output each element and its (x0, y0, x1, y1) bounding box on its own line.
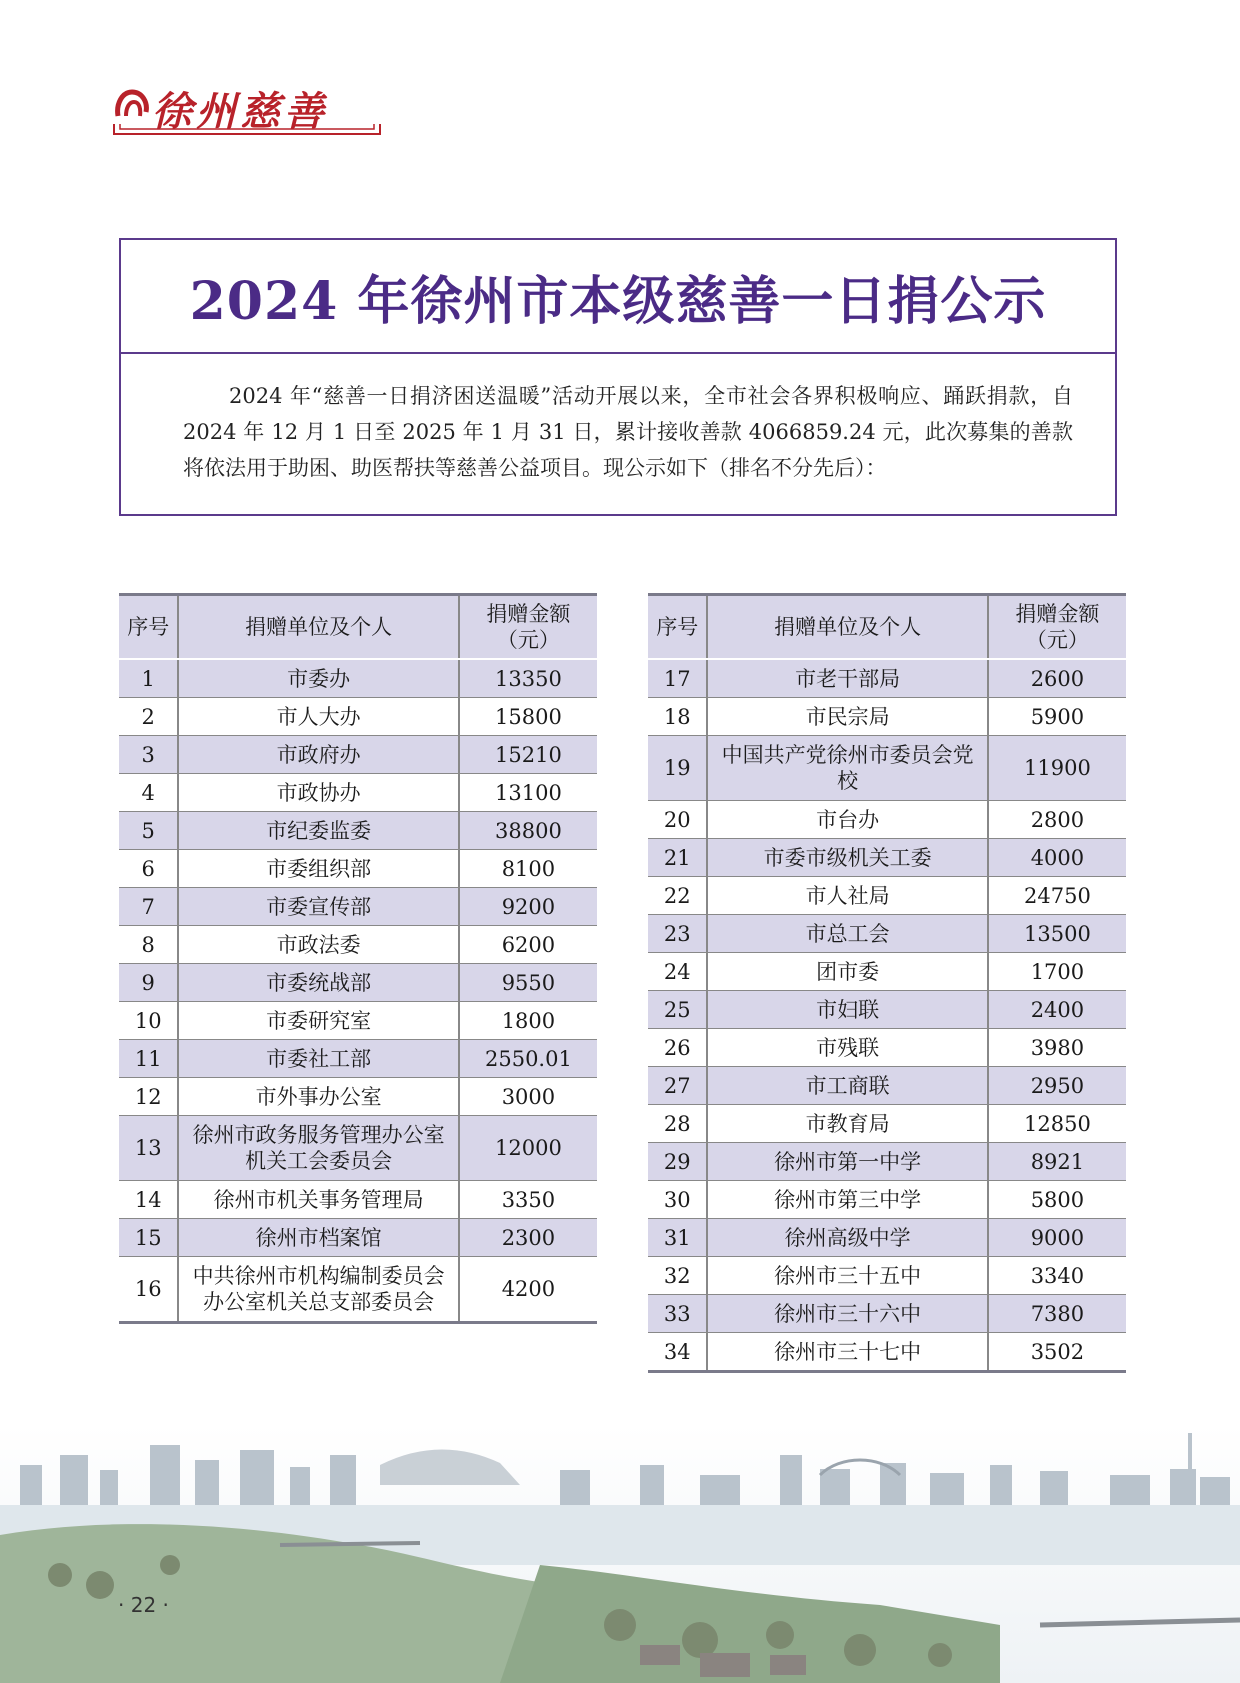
donation-amount: 9550 (459, 964, 597, 1002)
table-row (648, 659, 1126, 698)
donor-name: 市委社工部 (178, 1040, 458, 1078)
row-number: 21 (648, 839, 707, 877)
donation-amount: 9200 (459, 888, 597, 926)
table-row (648, 1295, 1126, 1333)
row-number: 24 (648, 953, 707, 991)
row-number: 34 (648, 1333, 707, 1372)
donor-name: 市工商联 (707, 1067, 987, 1105)
table-row (648, 1143, 1126, 1181)
row-number: 22 (648, 877, 707, 915)
donor-name: 市人大办 (178, 698, 458, 736)
table-row (119, 1219, 597, 1257)
donor-name: 市外事办公室 (178, 1078, 458, 1116)
donor-name: 市老干部局 (707, 659, 987, 698)
donation-amount: 9000 (988, 1219, 1126, 1257)
donation-amount: 4200 (459, 1257, 597, 1323)
header-amount: 捐赠金额（元） (988, 595, 1126, 660)
city-landscape-illustration (0, 1425, 1240, 1683)
table-row (648, 953, 1126, 991)
donation-amount: 3340 (988, 1257, 1126, 1295)
donation-amount: 13350 (459, 659, 597, 698)
header-amount: 捐赠金额（元） (459, 595, 597, 660)
table-row (119, 850, 597, 888)
charity-logo-icon (112, 86, 152, 122)
table-row (648, 1257, 1126, 1295)
table-row (648, 698, 1126, 736)
row-number: 12 (119, 1078, 178, 1116)
table-row (648, 1105, 1126, 1143)
row-number: 28 (648, 1105, 707, 1143)
donation-amount: 13100 (459, 774, 597, 812)
table-row (648, 991, 1126, 1029)
donor-name: 市纪委监委 (178, 812, 458, 850)
table-row (648, 801, 1126, 839)
donation-amount: 3502 (988, 1333, 1126, 1372)
donor-name: 市委办 (178, 659, 458, 698)
row-number: 9 (119, 964, 178, 1002)
table-row (119, 964, 597, 1002)
table-row (119, 1116, 597, 1181)
table-row (648, 1067, 1126, 1105)
donor-name: 市委研究室 (178, 1002, 458, 1040)
donation-amount: 5900 (988, 698, 1126, 736)
header-no: 序号 (119, 595, 178, 660)
donor-name: 徐州高级中学 (707, 1219, 987, 1257)
row-number: 32 (648, 1257, 707, 1295)
row-number: 4 (119, 774, 178, 812)
table-row (119, 1002, 597, 1040)
donor-name: 市委宣传部 (178, 888, 458, 926)
header-no: 序号 (648, 595, 707, 660)
table-row (648, 1029, 1126, 1067)
row-number: 17 (648, 659, 707, 698)
donor-name: 市人社局 (707, 877, 987, 915)
table-header (648, 595, 1126, 660)
donor-name: 市残联 (707, 1029, 987, 1067)
donation-amount: 1700 (988, 953, 1126, 991)
donation-amount: 15210 (459, 736, 597, 774)
donation-amount: 2950 (988, 1067, 1126, 1105)
row-number: 25 (648, 991, 707, 1029)
donor-name: 徐州市政务服务管理办公室机关工会委员会 (178, 1116, 458, 1181)
row-number: 11 (119, 1040, 178, 1078)
donation-amount: 7380 (988, 1295, 1126, 1333)
row-number: 16 (119, 1257, 178, 1323)
row-number: 3 (119, 736, 178, 774)
row-number: 7 (119, 888, 178, 926)
donation-amount: 5800 (988, 1181, 1126, 1219)
masthead-title: 徐州慈善 (152, 88, 328, 135)
donation-amount: 2550.01 (459, 1040, 597, 1078)
donor-name: 市妇联 (707, 991, 987, 1029)
masthead-frame (112, 122, 382, 138)
donor-name: 市委统战部 (178, 964, 458, 1002)
header-donor: 捐赠单位及个人 (178, 595, 458, 660)
row-number: 26 (648, 1029, 707, 1067)
donor-name: 徐州市第一中学 (707, 1143, 987, 1181)
donation-amount: 15800 (459, 698, 597, 736)
row-number: 13 (119, 1116, 178, 1181)
donation-amount: 2600 (988, 659, 1126, 698)
donation-amount: 3350 (459, 1181, 597, 1219)
row-number: 33 (648, 1295, 707, 1333)
table-row (119, 659, 597, 698)
donation-amount: 8100 (459, 850, 597, 888)
row-number: 2 (119, 698, 178, 736)
table-row (648, 1219, 1126, 1257)
notice-body: 2024 年“慈善一日捐济困送温暖”活动开展以来，全市社会各界积极响应、踊跃捐款，自 2024 年 12 月 1 日至 2025 年 1 月 31 日，累计接收善款 4066859.24 元，此次募集的善款将依法用于助困、助医帮扶等慈善公益项目。现公示如下（排名不分先后）： (183, 384, 1073, 480)
table-row (119, 888, 597, 926)
donation-amount: 24750 (988, 877, 1126, 915)
table-row (119, 1181, 597, 1219)
row-number: 31 (648, 1219, 707, 1257)
table-row (648, 915, 1126, 953)
donation-amount: 8921 (988, 1143, 1126, 1181)
table-row (119, 1078, 597, 1116)
row-number: 23 (648, 915, 707, 953)
row-number: 20 (648, 801, 707, 839)
donation-amount: 12000 (459, 1116, 597, 1181)
donation-table-right (648, 593, 1126, 1373)
table-row (648, 736, 1126, 801)
table-row (648, 877, 1126, 915)
row-number: 14 (119, 1181, 178, 1219)
row-number: 10 (119, 1002, 178, 1040)
row-number: 30 (648, 1181, 707, 1219)
donation-amount: 4000 (988, 839, 1126, 877)
table-row (648, 1181, 1126, 1219)
donor-name: 市教育局 (707, 1105, 987, 1143)
page-number: · 22 · (118, 1593, 169, 1617)
donor-name: 市政法委 (178, 926, 458, 964)
donation-amount: 13500 (988, 915, 1126, 953)
donation-amount: 2800 (988, 801, 1126, 839)
donor-name: 市民宗局 (707, 698, 987, 736)
masthead (112, 78, 382, 140)
donor-name: 市台办 (707, 801, 987, 839)
donor-name: 徐州市三十六中 (707, 1295, 987, 1333)
row-number: 18 (648, 698, 707, 736)
donation-amount: 12850 (988, 1105, 1126, 1143)
donor-name: 中国共产党徐州市委员会党校 (707, 736, 987, 801)
donor-name: 市委市级机关工委 (707, 839, 987, 877)
donor-name: 团市委 (707, 953, 987, 991)
row-number: 15 (119, 1219, 178, 1257)
table-row (119, 698, 597, 736)
row-number: 6 (119, 850, 178, 888)
table-row (648, 1333, 1126, 1372)
row-number: 29 (648, 1143, 707, 1181)
donor-name: 徐州市第三中学 (707, 1181, 987, 1219)
row-number: 19 (648, 736, 707, 801)
table-row (119, 812, 597, 850)
donation-amount: 3000 (459, 1078, 597, 1116)
table-row (648, 839, 1126, 877)
table-row (119, 1040, 597, 1078)
row-number: 27 (648, 1067, 707, 1105)
donor-name: 徐州市三十五中 (707, 1257, 987, 1295)
donor-name: 徐州市机关事务管理局 (178, 1181, 458, 1219)
table-row (119, 926, 597, 964)
donation-amount: 1800 (459, 1002, 597, 1040)
notice-title: 2024 年徐州市本级慈善一日捐公示 (121, 240, 1115, 354)
donation-amount: 3980 (988, 1029, 1126, 1067)
donor-name: 市政府办 (178, 736, 458, 774)
donor-name: 中共徐州市机构编制委员会办公室机关总支部委员会 (178, 1257, 458, 1323)
row-number: 5 (119, 812, 178, 850)
row-number: 8 (119, 926, 178, 964)
row-number: 1 (119, 659, 178, 698)
donor-name: 徐州市档案馆 (178, 1219, 458, 1257)
donor-name: 市委组织部 (178, 850, 458, 888)
donation-amount: 38800 (459, 812, 597, 850)
donation-table-left (119, 593, 597, 1324)
table-row (119, 1257, 597, 1323)
donation-amount: 11900 (988, 736, 1126, 801)
table-row (119, 774, 597, 812)
notice-box (119, 238, 1117, 516)
donor-name: 市政协办 (178, 774, 458, 812)
donation-amount: 2400 (988, 991, 1126, 1029)
donation-amount: 2300 (459, 1219, 597, 1257)
donor-name: 徐州市三十七中 (707, 1333, 987, 1372)
table-header (119, 595, 597, 660)
donor-name: 市总工会 (707, 915, 987, 953)
table-row (119, 736, 597, 774)
header-donor: 捐赠单位及个人 (707, 595, 987, 660)
donation-amount: 6200 (459, 926, 597, 964)
